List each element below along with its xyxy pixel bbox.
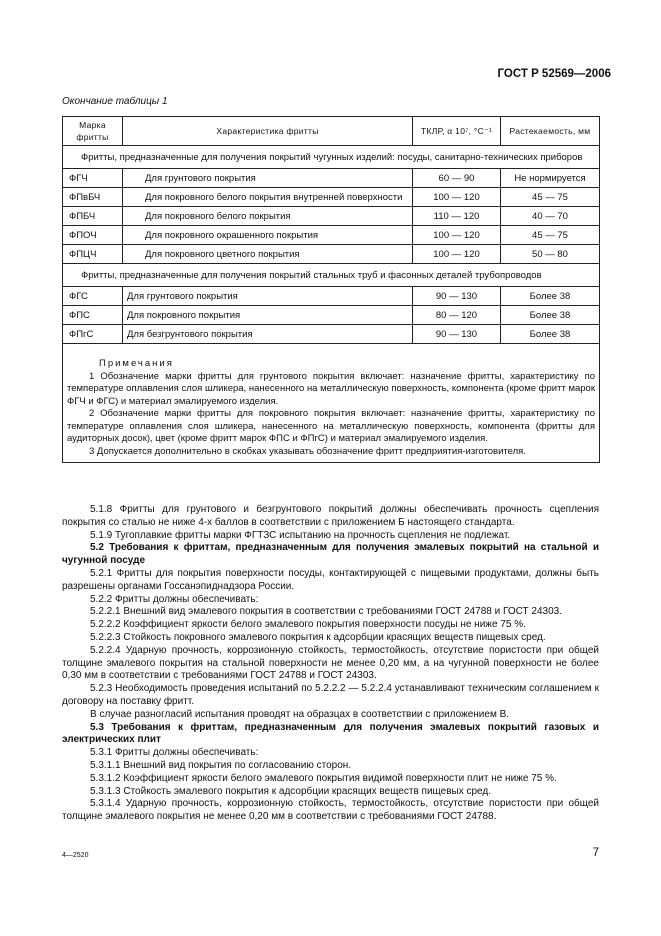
table-notes <box>63 344 600 463</box>
cell-code: ФПгС <box>63 325 123 344</box>
paragraph: 5.2.2.4 Ударную прочность, коррозионную стойкость, термостойкость, отсутствие пористости при общей толщине эмалевого покрытия на стальной поверхности не менее 0,20 мм, а на чугунной поверхности не более 0,30 мм в соответствии с требованиями ГОСТ 24788 и ГОСТ 24303. <box>62 644 599 682</box>
cell-desc: Для грунтового покрытия <box>123 169 413 188</box>
cell-code: ФГС <box>63 287 123 306</box>
note-2: 2 Обозначение марки фритты для покровного покрытия включает: назначение фритты, характеристику по температуре оплавления слоя шликера, нанесенного на металлическую поверхность, компонента (фритты для аудиторных досок), цвет (кроме фритт марок ФПС и ФПгС) и материал эмалируемого изделия. <box>67 408 595 444</box>
table-row <box>63 245 600 264</box>
paragraph: 5.2.1 Фритты для покрытия поверхности посуды, контактирующей с пищевыми продуктами, должны быть разрешены органами Госсанэпиднадзора России. <box>62 567 599 592</box>
cell-spread: 40 — 70 <box>501 207 600 226</box>
cell-code: ФПБЧ <box>63 207 123 226</box>
cell-tklr: 80 — 120 <box>413 306 501 325</box>
table-row <box>63 226 600 245</box>
cell-tklr: 60 — 90 <box>413 169 501 188</box>
cell-desc: Для покровного окрашенного покрытия <box>123 226 413 245</box>
table-row <box>63 207 600 226</box>
notes-row <box>63 344 600 463</box>
cell-desc: Для покровного цветного покрытия <box>123 245 413 264</box>
paragraph: 5.2.3 Необходимость проведения испытаний по 5.2.2.2 — 5.2.2.4 устанавливают техническим соглашением к договору на поставку фритт. <box>62 683 599 707</box>
fritt-table <box>62 116 600 463</box>
paragraph: 5.2.2.3 Стойкость покровного эмалевого покрытия к адсорбции красящих веществ пищевых сред. <box>90 631 546 643</box>
cell-desc: Для безгрунтового покрытия <box>123 325 413 344</box>
cell-spread: 45 — 75 <box>501 188 600 207</box>
table-row <box>63 325 600 344</box>
paragraph: 5.3.1.3 Стойкость эмалевого покрытия к адсорбции красящих веществ пищевых сред. <box>90 785 492 797</box>
paragraph: 5.3.1 Фритты должны обеспечивать: <box>90 747 259 759</box>
table-caption: Окончание таблицы 1 <box>62 96 168 107</box>
paragraph: 5.2.2.2 Коэффициент яркости белого эмалевого покрытия поверхности посуды не ниже 75 %. <box>90 619 526 631</box>
paragraph: 5.1.8 Фритты для грунтового и безгрунтового покрытий должны обеспечивать прочность сцепления покрытия со сталью не ниже 4-х баллов в соответствии с приложением Б настоящего стандарта. <box>62 504 599 528</box>
header-mark: Марка фритты <box>63 117 123 146</box>
paragraph: В случае разногласий испытания проводят на образцах в соответствии с приложением В. <box>90 708 510 720</box>
cell-spread: Более 38 <box>501 306 600 325</box>
body-text <box>62 504 599 824</box>
paragraph: 5.3.1.1 Внешний вид покрытия по согласованию сторон. <box>90 759 352 771</box>
cell-code: ФПЦЧ <box>63 245 123 264</box>
cell-desc: Для покровного белого покрытия внутренней поверхности <box>123 188 413 207</box>
section-steel-pipes: Фритты, предназначенные для получения покрытий стальных труб и фасонных деталей трубопроводов <box>63 264 600 287</box>
table-row <box>63 287 600 306</box>
cell-desc: Для грунтового покрытия <box>123 287 413 306</box>
cell-tklr: 100 — 120 <box>413 245 501 264</box>
note-3: 3 Допускается дополнительно в скобках указывать обозначение фритт предприятия-изготовителя. <box>89 445 526 457</box>
note-1: 1 Обозначение марки фритты для грунтового покрытия включает: назначение фритты, характеристику по температуре оплавления слоя шликера, нанесенного на металлическую поверхность, компонента (кроме фритт марок ФГЧ и ФГС) и материал эмалируемого изделия. <box>67 370 595 407</box>
cell-spread: 45 — 75 <box>501 226 600 245</box>
paragraph: 5.3.1.4 Ударную прочность, коррозионную стойкость, термостойкость, отсутствие пористости при общей толщине эмалевого покрытия не менее 0,20 мм в соответствии с требованиями ГОСТ 24788. <box>62 798 599 823</box>
page-number: 7 <box>592 847 599 859</box>
cell-desc: Для покровного покрытия <box>123 306 413 325</box>
paragraph: 5.2.2.1 Внешний вид эмалевого покрытия в соответствии с требованиями ГОСТ 24788 и ГОСТ 24303. <box>90 606 563 618</box>
notes-title: Примечания <box>99 358 174 369</box>
header-tklr: ТКЛР, α 10⁷, °С⁻¹ <box>413 117 501 146</box>
section-cast-iron: Фритты, предназначенные для получения покрытий чугунных изделий: посуды, санитарно-технических приборов <box>63 146 600 169</box>
paragraph: 5.2.2 Фритты должны обеспечивать: <box>90 593 259 605</box>
cell-spread: Более 38 <box>501 325 600 344</box>
section-row <box>63 146 600 169</box>
cell-spread: Более 38 <box>501 287 600 306</box>
header-spread: Растекаемость, мм <box>501 117 600 146</box>
cell-tklr: 90 — 130 <box>413 287 501 306</box>
cell-tklr: 110 — 120 <box>413 207 501 226</box>
cell-tklr: 90 — 130 <box>413 325 501 344</box>
table-header-row <box>63 117 600 146</box>
cell-tklr: 100 — 120 <box>413 188 501 207</box>
section-heading-5-3: 5.3 Требования к фриттам, предназначенным для получения эмалевых покрытий газовых и электрических плит <box>62 721 599 746</box>
table-row <box>63 188 600 207</box>
section-heading-5-2: 5.2 Требования к фриттам, предназначенным для получения эмалевых покрытий на стальной и чугунной посуде <box>62 542 599 567</box>
header-characteristic: Характеристика фритты <box>123 117 413 146</box>
paragraph: 5.1.9 Тугоплавкие фритты марки ФГТЗС испытанию на прочность сцепления не подлежат. <box>90 529 511 541</box>
cell-code: ФПвБЧ <box>63 188 123 207</box>
cell-code: ФПОЧ <box>63 226 123 245</box>
document-id: ГОСТ Р 52569—2006 <box>497 68 611 80</box>
table-row <box>63 306 600 325</box>
cell-code: ФПС <box>63 306 123 325</box>
table-row <box>63 169 600 188</box>
cell-desc: Для покровного белого покрытия <box>123 207 413 226</box>
cell-tklr: 100 — 120 <box>413 226 501 245</box>
cell-spread: Не нормируется <box>501 169 600 188</box>
section-row <box>63 264 600 287</box>
cell-code: ФГЧ <box>63 169 123 188</box>
paragraph: 5.3.1.2 Коэффициент яркости белого эмалевого покрытия видимой поверхности плит не ниже 75 %. <box>90 772 557 784</box>
print-code: 4—2520 <box>62 852 89 859</box>
cell-spread: 50 — 80 <box>501 245 600 264</box>
